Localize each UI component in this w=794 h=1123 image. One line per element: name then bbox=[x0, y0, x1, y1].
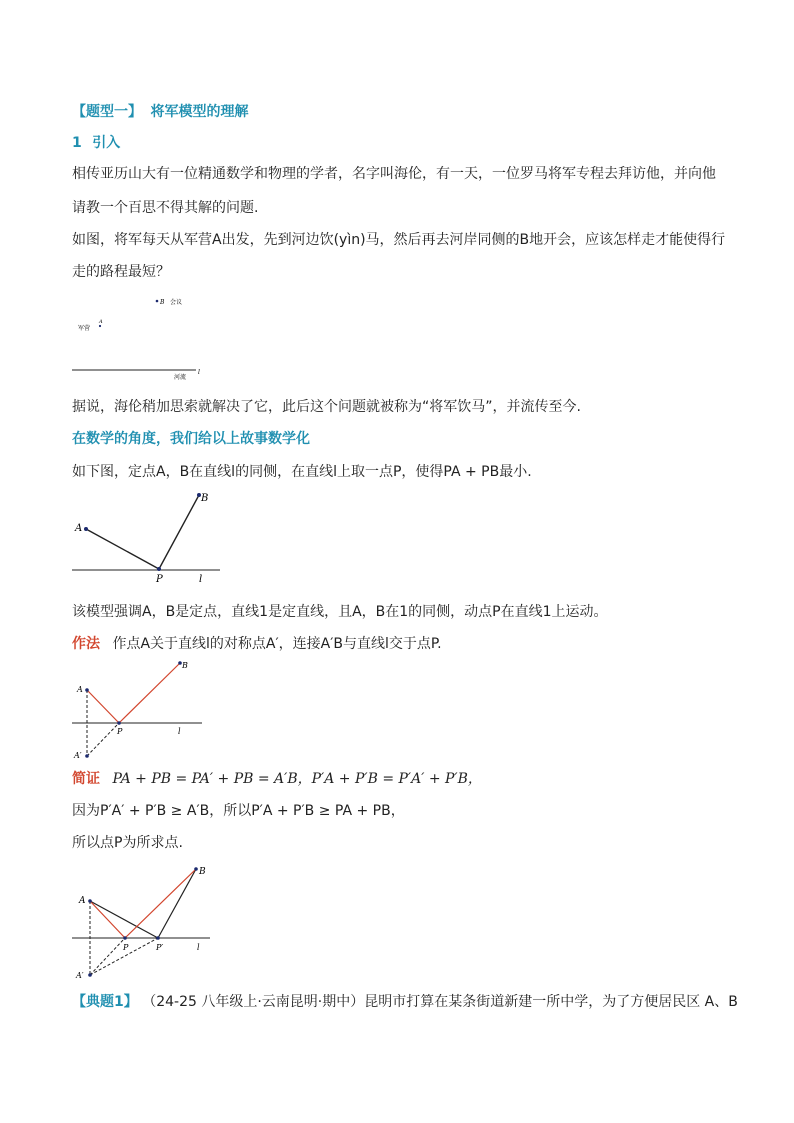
example-text: （24-25 八年级上·云南昆明·期中）昆明市打算在某条街道新建一所中学，为了方便居民区 A、B bbox=[142, 994, 738, 1010]
point-a bbox=[99, 325, 101, 327]
fig1-a-text: 军营 bbox=[78, 325, 91, 332]
section-title: 将军模型的理解 bbox=[150, 104, 249, 120]
point-b bbox=[194, 867, 198, 871]
story-line-2: 请教一个百思不得其解的问题. bbox=[72, 200, 259, 216]
point-b bbox=[156, 300, 159, 303]
fig4-a-prime-label: A′ bbox=[76, 971, 84, 980]
method-label: 作法 bbox=[72, 636, 100, 652]
fig3-p-label: P bbox=[117, 727, 123, 736]
fig2-l-label: l bbox=[199, 574, 203, 585]
segment-pb bbox=[119, 663, 180, 723]
segment-a-prime-p bbox=[87, 723, 119, 756]
point-a-prime bbox=[85, 754, 89, 758]
fig1-line-label: l bbox=[198, 369, 200, 376]
section-heading bbox=[72, 102, 248, 122]
figure-reflection bbox=[70, 658, 210, 762]
fig3-b-label: B bbox=[182, 661, 188, 670]
method-text: 作点A关于直线l的对称点A′，连接A′B与直线l交于点P. bbox=[112, 636, 442, 652]
fig1-b-text: 会议 bbox=[170, 299, 183, 306]
story-line-3: 如图，将军每天从军营A出发，先到河边饮(yìn)马，然后再去河岸同侧的B地开会，应该怎样走才能使得行 bbox=[72, 232, 726, 248]
intro-number: 1 bbox=[72, 135, 82, 151]
section-bracket: 【题型一】 bbox=[72, 104, 142, 120]
point-a bbox=[85, 688, 89, 692]
fig4-p-label: P bbox=[123, 943, 129, 952]
fig3-a-label: A bbox=[77, 685, 83, 694]
segment-ap bbox=[87, 690, 119, 723]
fig1-b-label: B bbox=[160, 299, 165, 306]
segment-pb bbox=[125, 869, 196, 938]
fig3-a-prime-label: A′ bbox=[74, 751, 82, 760]
fig2-a-label: A bbox=[75, 523, 83, 534]
fig1-river-text: 河流 bbox=[174, 374, 187, 381]
figure-comparison bbox=[70, 860, 220, 982]
segment-a-prime-p bbox=[90, 938, 125, 975]
fig4-b-label: B bbox=[199, 867, 206, 877]
legend-text: 据说，海伦稍加思索就解决了它，此后这个问题就被称为“将军饮马”，并流传至今. bbox=[72, 399, 581, 415]
intro-heading bbox=[72, 133, 120, 153]
intro-title: 引入 bbox=[92, 135, 121, 151]
proof-line-1 bbox=[72, 769, 482, 789]
example-line bbox=[72, 992, 738, 1012]
fig1-a-label: A bbox=[99, 319, 103, 325]
fig3-l-label: l bbox=[178, 727, 181, 736]
point-a bbox=[84, 527, 88, 531]
fig4-l-label: l bbox=[197, 943, 200, 952]
method-line bbox=[72, 634, 442, 654]
emphasis-text: 该模型强调A，B是定点，直线1是定直线，且A，B在1的同侧，动点P在直线1上运动。 bbox=[72, 604, 608, 620]
segment-a-p-prime bbox=[90, 901, 158, 938]
story-line-1: 相传亚历山大有一位精通数学和物理的学者，名字叫海伦，有一天，一位罗马将军专程去拜访他，并向他 bbox=[72, 166, 716, 182]
proof-label: 简证 bbox=[72, 771, 100, 787]
segment-p-prime-b bbox=[158, 869, 196, 938]
proof-line-2: 因为P′A′ + P′B ≥ A′B，所以P′A + P′B ≥ PA + PB， bbox=[72, 803, 405, 819]
segment-pa bbox=[86, 529, 159, 569]
example-label: 【典题1】 bbox=[72, 994, 138, 1010]
segment-pb bbox=[159, 495, 199, 569]
proof-line-3: 所以点P为所求点. bbox=[72, 835, 183, 851]
math-heading: 在数学的角度，我们给以上故事数学化 bbox=[72, 431, 310, 447]
figure-river-camp bbox=[72, 292, 232, 384]
fig2-b-label: B bbox=[201, 493, 209, 504]
point-a-prime bbox=[88, 973, 92, 977]
point-p bbox=[123, 936, 127, 940]
problem-text: 如下图，定点A，B在直线l的同侧，在直线l上取一点P，使得PA + PB最小. bbox=[72, 464, 532, 480]
point-p-prime bbox=[156, 936, 160, 940]
point-a bbox=[88, 899, 92, 903]
fig4-p-prime-label: P′ bbox=[156, 943, 164, 952]
point-p bbox=[157, 567, 161, 571]
fig2-p-label: P bbox=[156, 574, 163, 585]
segment-ap bbox=[90, 901, 125, 938]
figure-basic-model bbox=[70, 488, 230, 586]
proof-equation-1: PA + PB = PA′ + PB = A′B，P′A + P′B = P′A′ + P′B， bbox=[112, 771, 482, 787]
story-line-4: 走的路程最短？ bbox=[72, 264, 170, 280]
point-p bbox=[117, 721, 121, 725]
fig4-a-label: A bbox=[79, 896, 86, 906]
